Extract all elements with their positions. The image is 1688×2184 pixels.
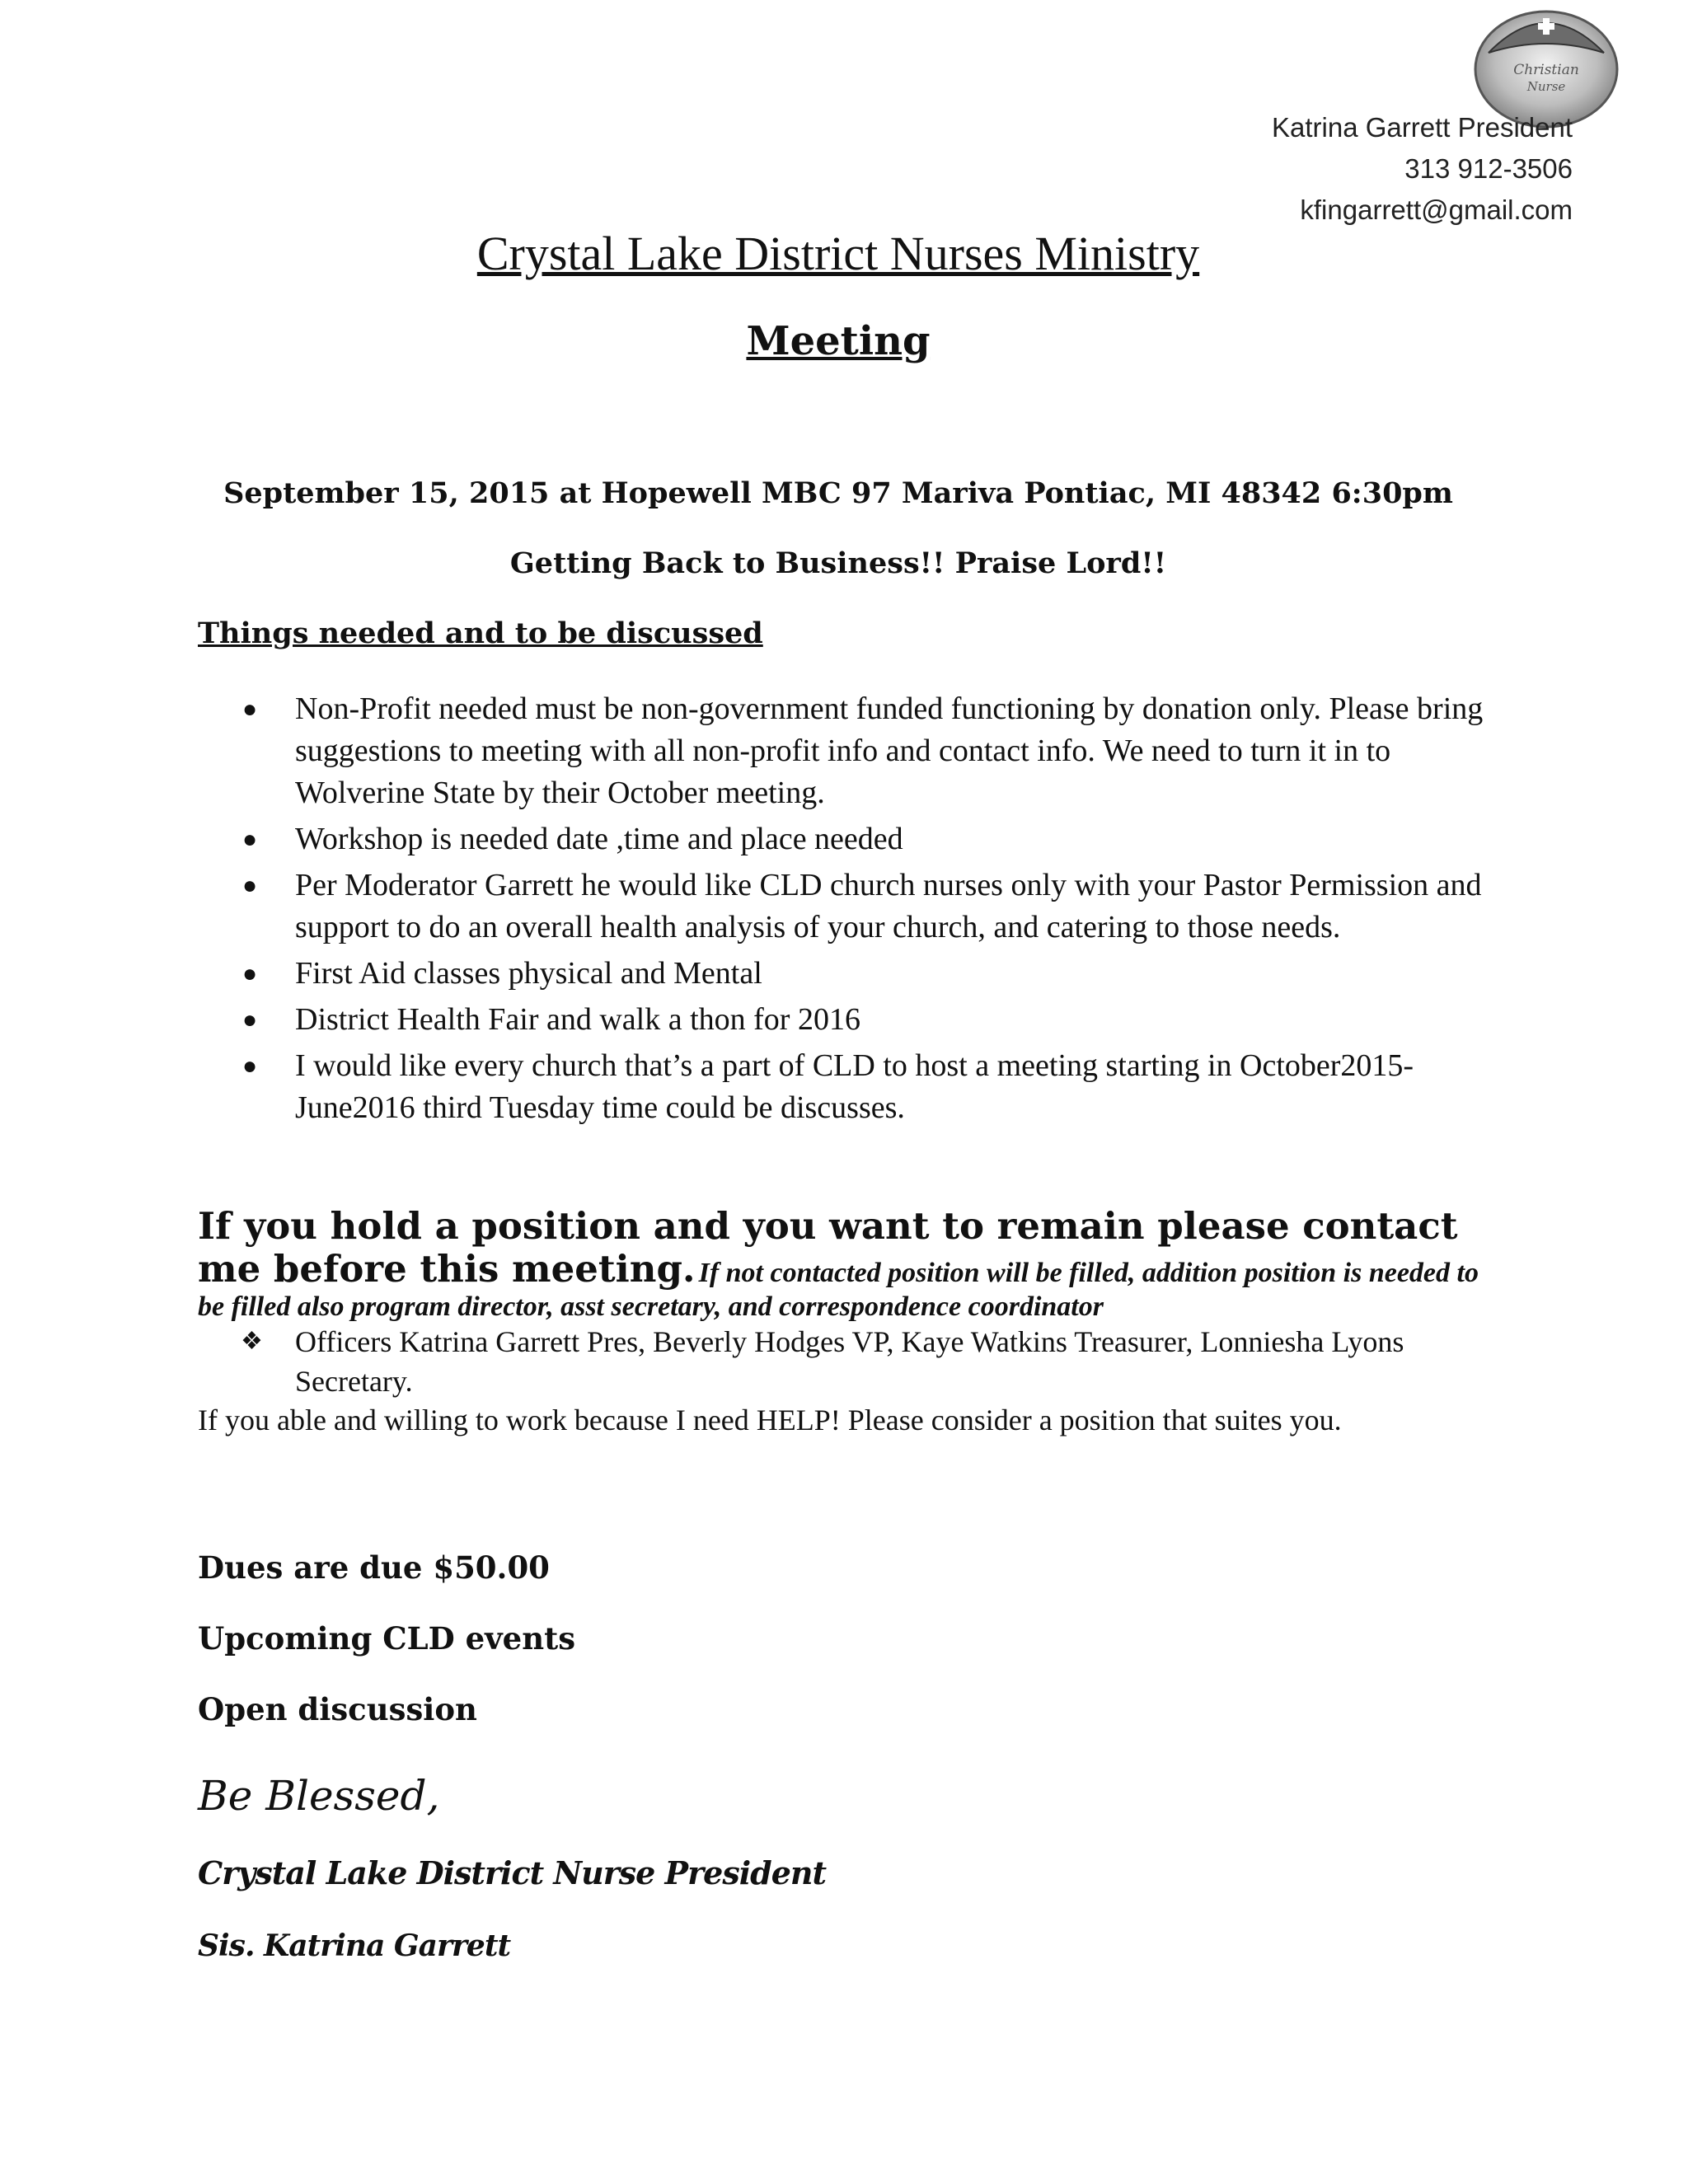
svg-text:Nurse: Nurse <box>1526 79 1566 94</box>
contact-email: kfingarrett@gmail.com <box>1300 194 1573 225</box>
officers-item <box>198 1322 1484 1401</box>
section-heading: Things needed and to be discussed <box>198 616 763 650</box>
diamond-bullet-icon: ❖ <box>241 1328 263 1355</box>
svg-text:Christian: Christian <box>1513 62 1579 78</box>
bullet-icon: ● <box>242 1006 258 1033</box>
officers-text: Officers Katrina Garrett Pres, Beverly Hodges VP, Kaye Watkins Treasurer, Lonniesha Lyons Secretary. <box>295 1325 1404 1398</box>
position-notice-bold: If you hold a position and you want to remain please contact me before this meeting. <box>198 1204 1458 1291</box>
open-discussion-line: Open discussion <box>198 1691 477 1727</box>
contact-phone: 313 912-3506 <box>1404 153 1573 184</box>
position-notice <box>198 1205 1500 1324</box>
meeting-tagline: Getting Back to Business!! Praise Lord!! <box>509 546 1167 580</box>
signature-title: Crystal Lake District Nurse President <box>198 1854 827 1891</box>
position-notice-italic: If not contacted position will be filled, addition position is needed to be filled also program director, asst secretary, and correspondence coordinator <box>198 1258 1479 1322</box>
closing-line: Be Blessed, <box>198 1772 440 1820</box>
dues-line: Dues are due $50.00 <box>198 1549 550 1586</box>
contact-block <box>1272 107 1573 231</box>
list-item: ● I would like every church that’s a part of CLD to host a meeting starting in October2015-June2016 third Tuesday time could be discusses. <box>198 1045 1484 1129</box>
bullet-icon: ● <box>242 826 258 853</box>
document-subtitle: Meeting <box>746 318 931 364</box>
contact-name: Katrina Garrett President <box>1272 112 1573 143</box>
list-item: ● Non-Profit needed must be non-government funded functioning by donation only. Please bring suggestions to meeting with all non-profit info and contact info. We need to turn it in to Wolverine State by their October meeting. <box>198 688 1484 814</box>
bullet-icon: ● <box>242 696 258 723</box>
bullet-icon: ● <box>242 960 258 987</box>
help-request: If you able and willing to work because I need HELP! Please consider a position that suites you. <box>198 1404 1342 1436</box>
list-item: ● Workshop is needed date ,time and place needed <box>198 818 1484 860</box>
bullet-icon: ● <box>242 1052 258 1080</box>
bullet-icon: ● <box>242 872 258 899</box>
upcoming-events-line: Upcoming CLD events <box>198 1620 576 1657</box>
list-item: ● District Health Fair and walk a thon for 2016 <box>198 999 1484 1041</box>
document-title: Crystal Lake District Nurses Ministry <box>476 227 1200 280</box>
list-item: ● Per Moderator Garrett he would like CLD church nurses only with your Pastor Permission and support to do an overall health analysis of your church, and catering to those needs. <box>198 865 1484 949</box>
list-item: ● First Aid classes physical and Mental <box>198 953 1484 995</box>
discussion-list <box>198 688 1484 1133</box>
signature-name: Sis. Katrina Garrett <box>198 1929 511 1963</box>
meeting-dateline: September 15, 2015 at Hopewell MBC 97 Mariva Pontiac, MI 48342 6:30pm <box>223 476 1453 510</box>
